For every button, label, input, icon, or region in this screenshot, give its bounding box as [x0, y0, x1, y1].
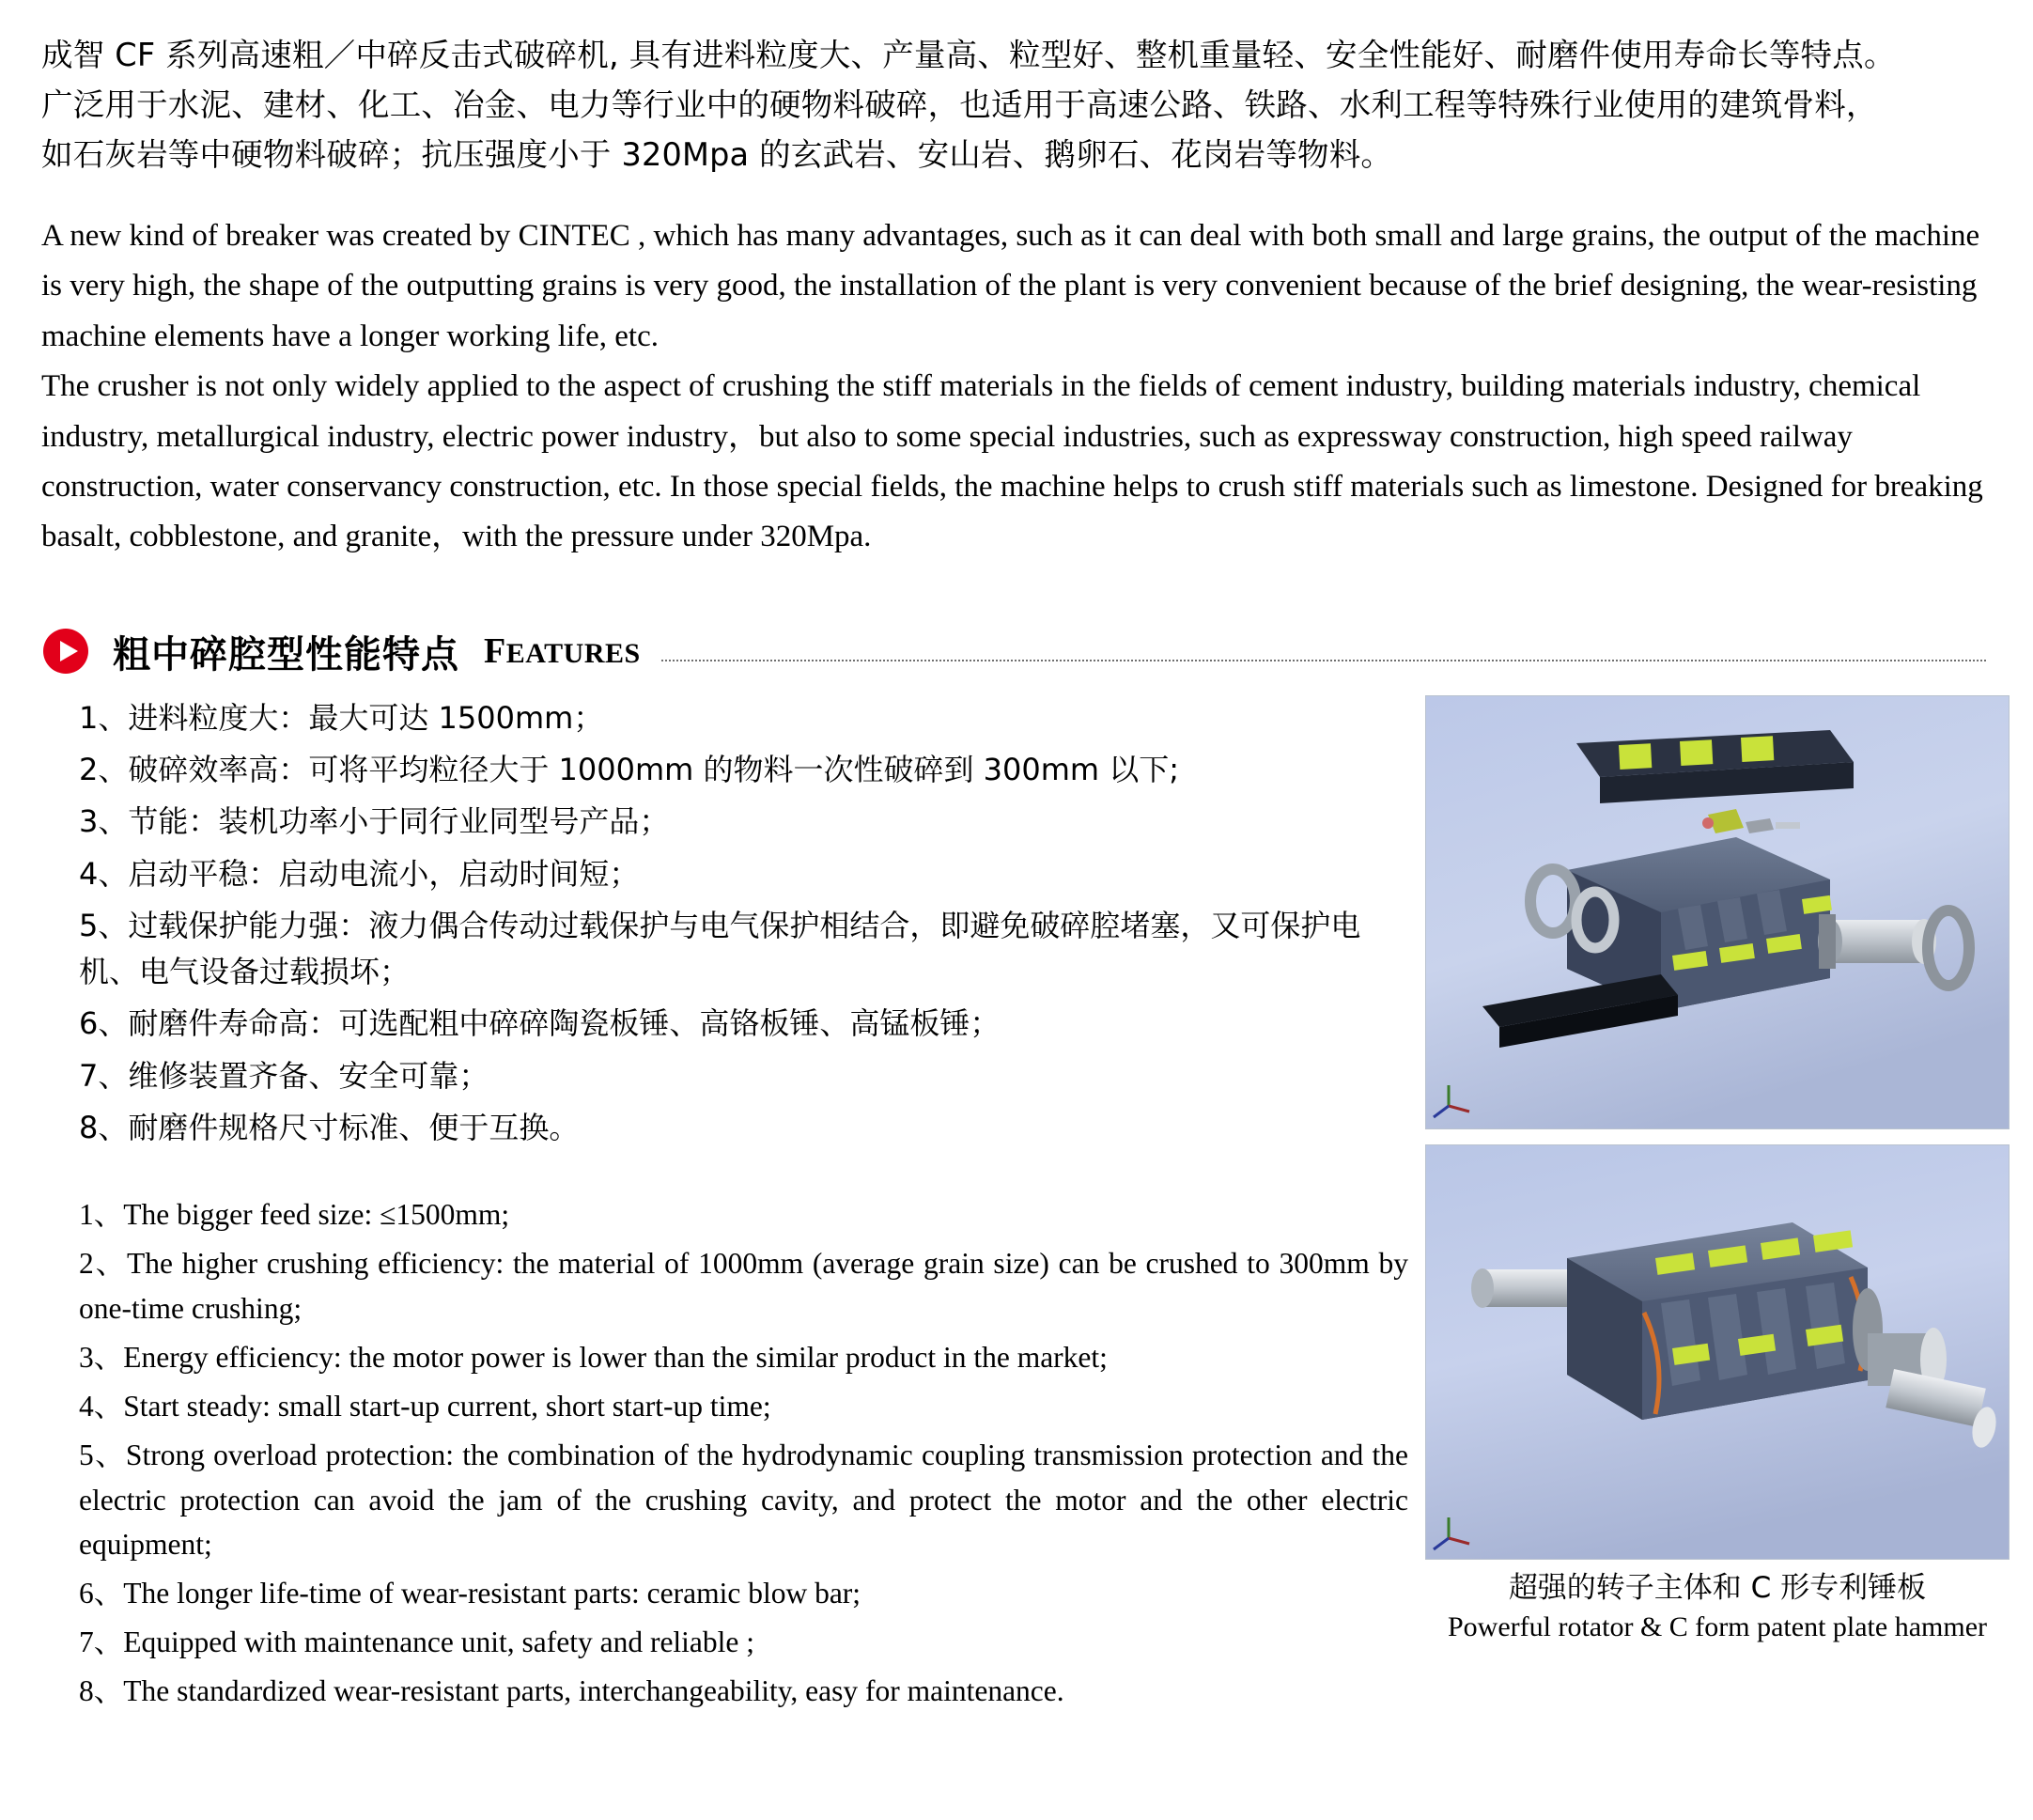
feature-en-item-7: 7、Equipped with maintenance unit, safety and reliable ; — [79, 1626, 755, 1659]
features-heading-en-rest: EATURES — [505, 638, 641, 670]
rotor-body-illustration — [1426, 1145, 2009, 1559]
en-intro-paragraph-2: The crusher is not only widely applied to the aspect of crushing the stiff materials in the fields of cement industry, building materials industry, chemical industry, metallurgical industry, electric power industry，but also to some special industries, such as expressway construction, high speed railway construction, water conservancy construction, etc. In those special fields, the machine helps to crush stiff materials such as limestone. Designed for breaking basalt, cobblestone, and granite，with the pressure under 320Mpa. — [41, 369, 1983, 554]
feature-cn-item-3: 3、节能：装机功率小于同行业同型号产品； — [79, 803, 670, 840]
english-introduction — [41, 211, 1992, 563]
feature-en-item-3: 3、Energy efficiency: the motor power is lower than the similar product in the market; — [79, 1340, 1108, 1374]
feature-en-item-4: 4、Start steady: small start-up current, short start-up time; — [79, 1389, 771, 1423]
feature-cn-item-8: 8、耐磨件规格尺寸标准、便于互换。 — [79, 1110, 580, 1146]
figure-caption-en: Powerful rotator & C form patent plate hammer — [1448, 1610, 1987, 1642]
feature-cn-item-4: 4、启动平稳：启动电流小，启动时间短； — [79, 855, 640, 892]
cn-intro-line-2: 广泛用于水泥、建材、化工、冶金、电力等行业中的硬物料破碎，也适用于高速公路、铁路、水利工程等特殊行业使用的建筑骨料， — [41, 86, 1878, 123]
figure-column — [1408, 695, 2010, 1718]
cn-intro-line-1: 成智 CF 系列高速粗／中碎反击式破碎机, 具有进料粒度大、产量高、粒型好、整机重量轻、安全性能好、耐磨件使用寿命长等特点。 — [41, 37, 1896, 73]
feature-en-item-5: 5、Strong overload protection: the combination of the hydrodynamic coupling transmission protection and the electric protection can avoid the jam of the crushing cavity, and protect the motor and the other electric equipment; — [79, 1438, 1408, 1562]
exploded-rotor-illustration — [1426, 696, 2009, 1128]
features-list-en — [79, 1192, 1408, 1714]
feature-en-item-2: 2、The higher crushing efficiency: the material of 1000mm (average grain size) can be crushed to 300mm by one-time crushing; — [79, 1247, 1408, 1326]
feature-cn-item-1: 1、进料粒度大：最大可达 1500mm； — [79, 699, 604, 736]
features-section-heading — [41, 625, 1992, 678]
play-triangle-icon — [43, 629, 88, 674]
features-body — [41, 695, 1992, 1718]
feature-cn-item-6: 6、耐磨件寿命高：可选配粗中碎碎陶瓷板锤、高铬板锤、高锰板锤； — [79, 1005, 1001, 1042]
features-heading-en — [484, 630, 641, 672]
cn-intro-line-3: 如石灰岩等中硬物料破碎；抗压强度小于 320Mpa 的玄武岩、安山岩、鹅卵石、花岗岩等物料。 — [41, 135, 1393, 173]
feature-en-item-1: 1、The bigger feed size: ≤1500mm; — [79, 1198, 510, 1232]
features-heading-en-first: F — [484, 631, 506, 672]
feature-cn-item-5: 5、过载保护能力强：液力偶合传动过载保护与电气保护相结合，即避免破碎腔堵塞，又可保护电机、电气设备过载损坏； — [79, 907, 1361, 990]
figure-rotor-body — [1425, 1144, 2010, 1560]
features-text-column — [41, 695, 1408, 1718]
feature-en-item-8: 8、The standardized wear-resistant parts, interchangeability, easy for maintenance. — [79, 1674, 1064, 1708]
feature-en-item-6: 6、The longer life-time of wear-resistant parts: ceramic blow bar; — [79, 1577, 861, 1610]
feature-cn-item-2: 2、破碎效率高：可将平均粒径大于 1000mm 的物料一次性破碎到 300mm 以下; — [79, 752, 1180, 788]
features-list-cn — [79, 695, 1408, 1151]
chinese-introduction — [41, 32, 1992, 179]
features-heading-cn: 粗中碎腔型性能特点 — [113, 632, 459, 677]
en-intro-paragraph-1: A new kind of breaker was created by CINTEC , which has many advantages, such as it can deal with both small and large grains, the output of the machine is very high, the shape of the outputting grains is very good, the installation of the plant is very convenient because of the brief designing, the wear-resisting machine elements have a longer working life, etc. — [41, 218, 1980, 353]
figure-exploded-rotor-assembly — [1425, 695, 2010, 1129]
figure-caption — [1425, 1569, 2010, 1646]
figure-caption-cn: 超强的转子主体和 C 形专利锤板 — [1508, 1570, 1927, 1605]
heading-dotted-rule — [661, 660, 1986, 661]
feature-cn-item-7: 7、维修装置齐备、安全可靠； — [79, 1057, 489, 1094]
